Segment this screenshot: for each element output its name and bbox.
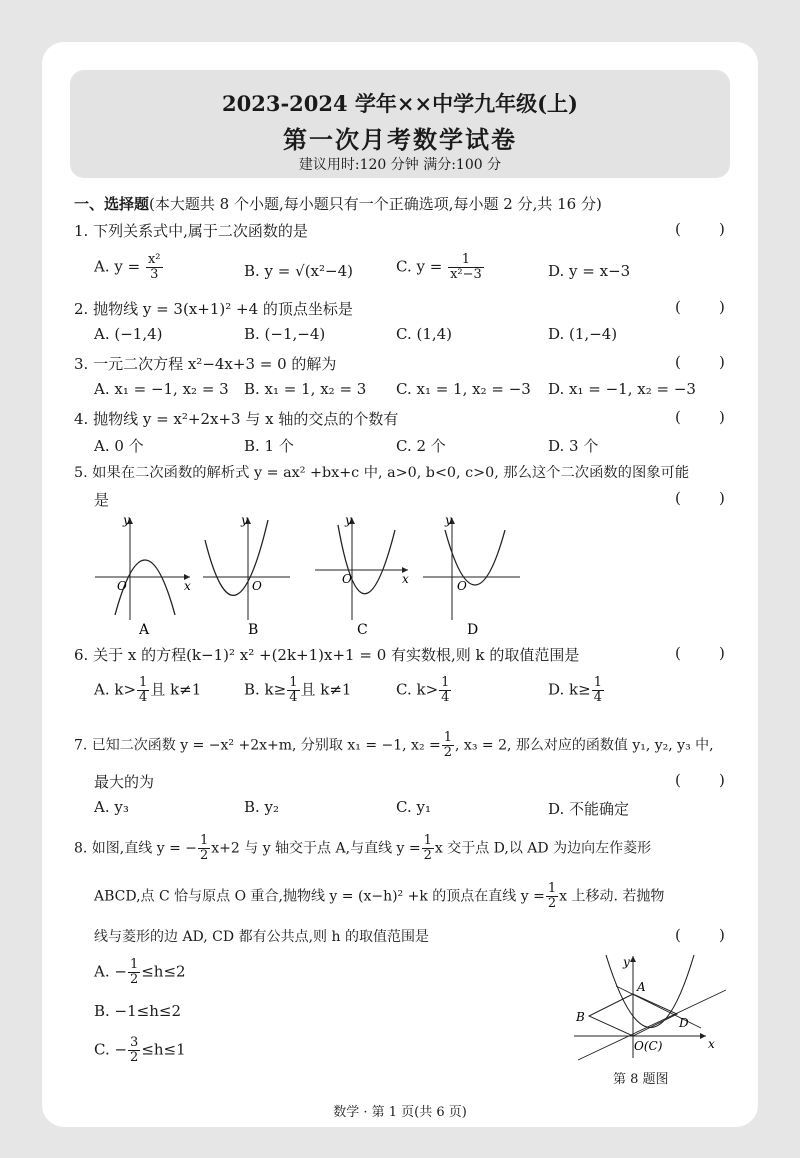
q5-d-y-label: y [445, 513, 452, 527]
q5-c-origin: O [342, 572, 352, 586]
q5-c-x-label: x [402, 572, 409, 586]
q1-option-c [396, 253, 485, 282]
q5-graph-d [423, 513, 520, 638]
exam-subtitle: 建议用时:120 分钟 满分:100 分 [298, 157, 502, 173]
q5-a-x-label: x [184, 579, 191, 593]
q8-c-suffix: ≤h≤1 [141, 1040, 186, 1059]
q8-fig-label-d: D [679, 1016, 689, 1030]
q6-a-fraction [137, 676, 149, 705]
q8-l1-den2: 2 [423, 848, 432, 863]
q4-option-c: C. 2 个 [396, 437, 446, 455]
q7-option-c: C. y₁ [396, 798, 431, 816]
q8-a-num: 1 [129, 957, 139, 972]
q6-d-fraction [592, 676, 604, 705]
q8-l1-num1: 1 [199, 833, 209, 848]
q8-fig-label-o: O(C) [634, 1039, 663, 1053]
q6-c-prefix: C. k> [396, 680, 439, 699]
q8-l2-fraction [546, 882, 558, 911]
section-title: 一、选择题 [74, 195, 150, 213]
q7-stem-post: , x₃ = 2, 那么对应的函数值 y₁, y₂, y₃ 中, [455, 737, 714, 754]
q2-answer-blank: ( ) [675, 298, 725, 316]
q8-stem-line1 [74, 834, 651, 863]
q7-stem-den: 2 [443, 745, 453, 760]
q8-fig-x-label: x [708, 1037, 715, 1051]
q8-stem-line2 [94, 882, 664, 911]
q5-d-origin: O [457, 579, 467, 593]
q1-c-num: 1 [448, 253, 484, 268]
q8-a-den: 2 [129, 972, 139, 987]
q7-option-a: A. y₃ [94, 798, 129, 816]
q4-option-d: D. 3 个 [548, 437, 599, 455]
q6-c-den: 4 [441, 690, 450, 705]
q5-c-y-label: y [345, 513, 352, 527]
q3-stem: 3. 一元二次方程 x²−4x+3 = 0 的解为 [74, 355, 337, 373]
q8-a-suffix: ≤h≤2 [141, 962, 186, 981]
q8-l1-den1: 2 [199, 848, 209, 863]
q5-b-origin: O [252, 579, 262, 593]
q8-l1-mid: x+2 与 y 轴交于点 A,与直线 y = [211, 840, 421, 857]
q6-b-suffix: 且 k≠1 [300, 680, 352, 699]
q3-option-a: A. x₁ = −1, x₂ = 3 [94, 380, 229, 398]
q8-l1-fraction-1 [198, 834, 210, 863]
q5-graphs [90, 510, 530, 640]
q6-option-d [548, 676, 605, 705]
q1-option-a [94, 253, 164, 282]
q6-a-den: 4 [139, 690, 148, 705]
page-footer: 数学 · 第 1 页(共 6 页) [333, 1105, 467, 1120]
q6-a-num: 1 [139, 675, 148, 690]
q8-l1-pre: 8. 如图,直线 y = − [74, 840, 197, 857]
q5-label-d: D [467, 622, 479, 638]
q5-graph-a [95, 513, 191, 638]
q8-l2-post: x 上移动. 若抛物 [559, 888, 665, 905]
exam-title-line2: 第一次月考数学试卷 [283, 125, 517, 154]
q4-option-a: A. 0 个 [94, 437, 144, 455]
q7-option-b: B. y₂ [244, 798, 280, 816]
section-heading [74, 193, 602, 214]
q8-a-fraction [128, 958, 140, 987]
q5-b-y-label: y [241, 513, 248, 527]
q2-stem: 2. 抛物线 y = 3(x+1)² +4 的顶点坐标是 [74, 300, 353, 318]
q3-option-c: C. x₁ = 1, x₂ = −3 [396, 380, 531, 398]
q5-graph-c [315, 513, 409, 638]
q5-label-b: B [248, 622, 259, 638]
q1-c-prefix: C. y = [396, 257, 443, 276]
q6-answer-blank: ( ) [675, 644, 725, 662]
q8-l2-pre: ABCD,点 C 恰与原点 O 重合,抛物线 y = (x−h)² +k 的顶点在直线 y = [94, 888, 545, 905]
q8-option-a [94, 958, 186, 987]
q6-a-prefix: A. k> [94, 680, 137, 699]
q6-c-num: 1 [441, 675, 450, 690]
q6-option-a [94, 676, 201, 705]
q8-c-num: 3 [130, 1035, 139, 1050]
q5-graph-b [203, 513, 290, 638]
q7-stem-cont: 最大的为 [94, 773, 155, 791]
q6-a-suffix: 且 k≠1 [150, 680, 202, 699]
q8-answer-blank: ( ) [675, 926, 725, 944]
q8-option-c [94, 1036, 186, 1065]
q1-option-d: D. y = x−3 [548, 262, 631, 280]
q8-fig-label-a: A [637, 980, 646, 994]
q8-option-b: B. −1≤h≤2 [94, 1002, 182, 1020]
q7-stem-num: 1 [443, 730, 453, 745]
q6-stem: 6. 关于 x 的方程(k−1)² x² +(2k+1)x+1 = 0 有实数根,则 k 的取值范围是 [74, 646, 580, 664]
q1-a-num: x² [147, 252, 161, 267]
q5-stem-cont: 是 [94, 491, 110, 509]
q8-stem-line3: 线与菱形的边 AD, CD 都有公共点,则 h 的取值范围是 [94, 929, 429, 945]
q8-fig-y-label: y [623, 955, 630, 969]
q6-b-den: 4 [289, 690, 298, 705]
q7-stem-fraction [442, 731, 454, 760]
q1-stem: 1. 下列关系式中,属于二次函数的是 [74, 222, 308, 240]
q5-answer-blank: ( ) [675, 489, 725, 507]
q6-d-den: 4 [593, 690, 602, 705]
q5-label-a: A [139, 622, 150, 638]
q8-l1-post: x 交于点 D,以 AD 为边向左作菱形 [434, 840, 652, 857]
q5-label-c: C [357, 622, 368, 638]
q6-b-num: 1 [289, 675, 298, 690]
q8-c-prefix: C. − [94, 1040, 128, 1059]
q2-option-d: D. (1,−4) [548, 325, 618, 343]
q1-c-den: x²−3 [450, 267, 482, 282]
q7-option-d: D. 不能确定 [548, 800, 630, 818]
q8-l2-den: 2 [547, 896, 557, 911]
q6-option-c [396, 676, 452, 705]
q8-l1-fraction-2 [422, 834, 434, 863]
q1-option-b: B. y = √(x²−4) [244, 262, 353, 280]
exam-title-line1: 2023-2024 学年××中学九年级(上) [222, 91, 578, 116]
q5-a-origin: O [117, 579, 127, 593]
q5-stem: 5. 如果在二次函数的解析式 y = ax² +bx+c 中, a>0, b<0, c>0, 那么这个二次函数的图象可能 [74, 465, 690, 481]
q7-stem [74, 731, 714, 760]
q5-a-y-label: y [123, 513, 130, 527]
q6-c-fraction [439, 676, 451, 705]
q7-stem-pre: 7. 已知二次函数 y = −x² +2x+m, 分别取 x₁ = −1, x₂ = [74, 737, 441, 754]
q3-answer-blank: ( ) [675, 353, 725, 371]
q3-option-d: D. x₁ = −1, x₂ = −3 [548, 380, 696, 398]
q1-c-fraction [448, 253, 484, 282]
q6-b-prefix: B. k≥ [244, 680, 287, 699]
q6-option-b [244, 676, 351, 705]
q6-d-num: 1 [593, 675, 602, 690]
q4-option-b: B. 1 个 [244, 437, 294, 455]
q8-figure-caption: 第 8 题图 [613, 1072, 669, 1087]
q1-a-fraction [146, 253, 163, 282]
q2-option-c: C. (1,4) [396, 325, 453, 343]
q8-c-fraction [128, 1036, 140, 1065]
q2-option-a: A. (−1,4) [94, 325, 163, 343]
q7-answer-blank: ( ) [675, 771, 725, 789]
q6-d-prefix: D. k≥ [548, 680, 591, 699]
q8-fig-label-b: B [576, 1010, 585, 1024]
q6-b-fraction [287, 676, 299, 705]
q8-a-prefix: A. − [94, 962, 127, 981]
q3-option-b: B. x₁ = 1, x₂ = 3 [244, 380, 367, 398]
q8-l2-num: 1 [547, 881, 557, 896]
q1-a-prefix: A. y = [94, 257, 141, 276]
q2-option-b: B. (−1,−4) [244, 325, 326, 343]
q4-answer-blank: ( ) [675, 408, 725, 426]
q1-a-den: 3 [150, 267, 159, 282]
q8-l1-num2: 1 [423, 833, 432, 848]
q4-stem: 4. 抛物线 y = x²+2x+3 与 x 轴的交点的个数有 [74, 410, 399, 428]
section-desc: (本大题共 8 个小题,每小题只有一个正确选项,每小题 2 分,共 16 分) [149, 195, 602, 213]
q8-c-den: 2 [130, 1050, 139, 1065]
q8-figure [566, 950, 736, 1062]
exam-header [70, 70, 730, 178]
q1-answer-blank: ( ) [675, 220, 725, 238]
